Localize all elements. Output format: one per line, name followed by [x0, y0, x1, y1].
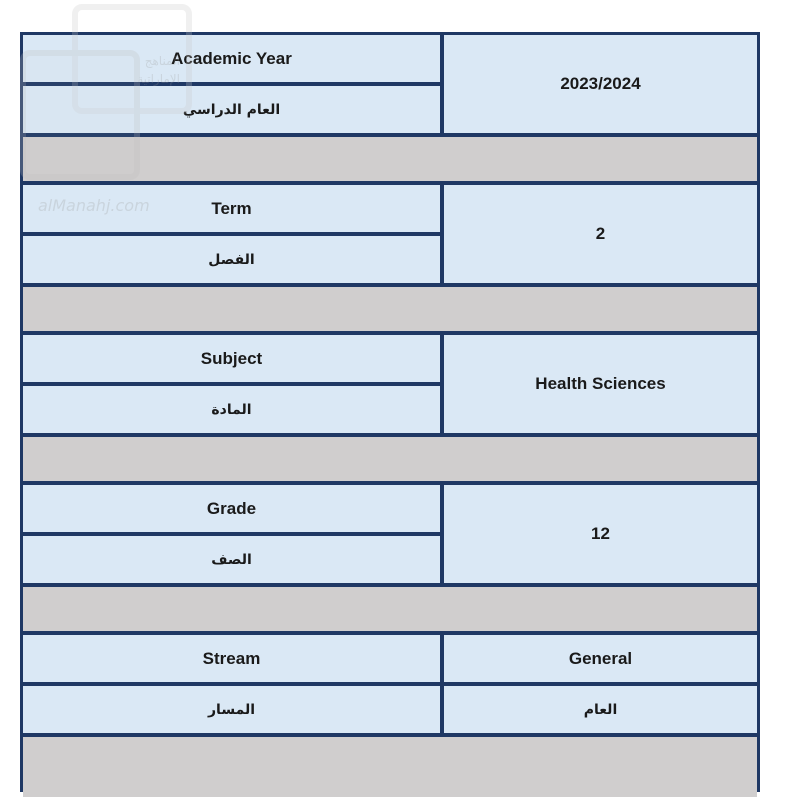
- stream-value-en: General: [444, 635, 757, 682]
- academic-year-label-en: Academic Year: [23, 35, 440, 82]
- subject-label-ar: المادة: [23, 386, 440, 433]
- row-separator: [23, 437, 757, 481]
- watermark-arabic-text: المناهج الإماراتية: [137, 54, 180, 86]
- grade-row: [23, 485, 757, 583]
- grade-label-en: Grade: [23, 485, 440, 532]
- term-label-en: Term: [23, 185, 440, 232]
- term-label-ar: الفصل: [23, 236, 440, 283]
- term-row: [23, 185, 757, 283]
- subject-label-en: Subject: [23, 335, 440, 382]
- stream-row: [23, 635, 757, 733]
- grade-value: 12: [444, 485, 757, 583]
- grade-label-ar: الصف: [23, 536, 440, 583]
- term-value: 2: [444, 185, 757, 283]
- academic-year-row: [23, 35, 757, 133]
- row-separator: [23, 737, 757, 797]
- info-table: [20, 32, 760, 792]
- academic-year-value: 2023/2024: [444, 35, 757, 133]
- stream-label-ar: المسار: [23, 686, 440, 733]
- watermark-site-name: alManahj.com: [38, 196, 150, 215]
- row-separator: [23, 137, 757, 181]
- stream-value-ar: العام: [444, 686, 757, 733]
- academic-year-label-ar: العام الدراسي: [23, 86, 440, 133]
- subject-value: Health Sciences: [444, 335, 757, 433]
- subject-row: [23, 335, 757, 433]
- row-separator: [23, 587, 757, 631]
- stream-label-en: Stream: [23, 635, 440, 682]
- row-separator: [23, 287, 757, 331]
